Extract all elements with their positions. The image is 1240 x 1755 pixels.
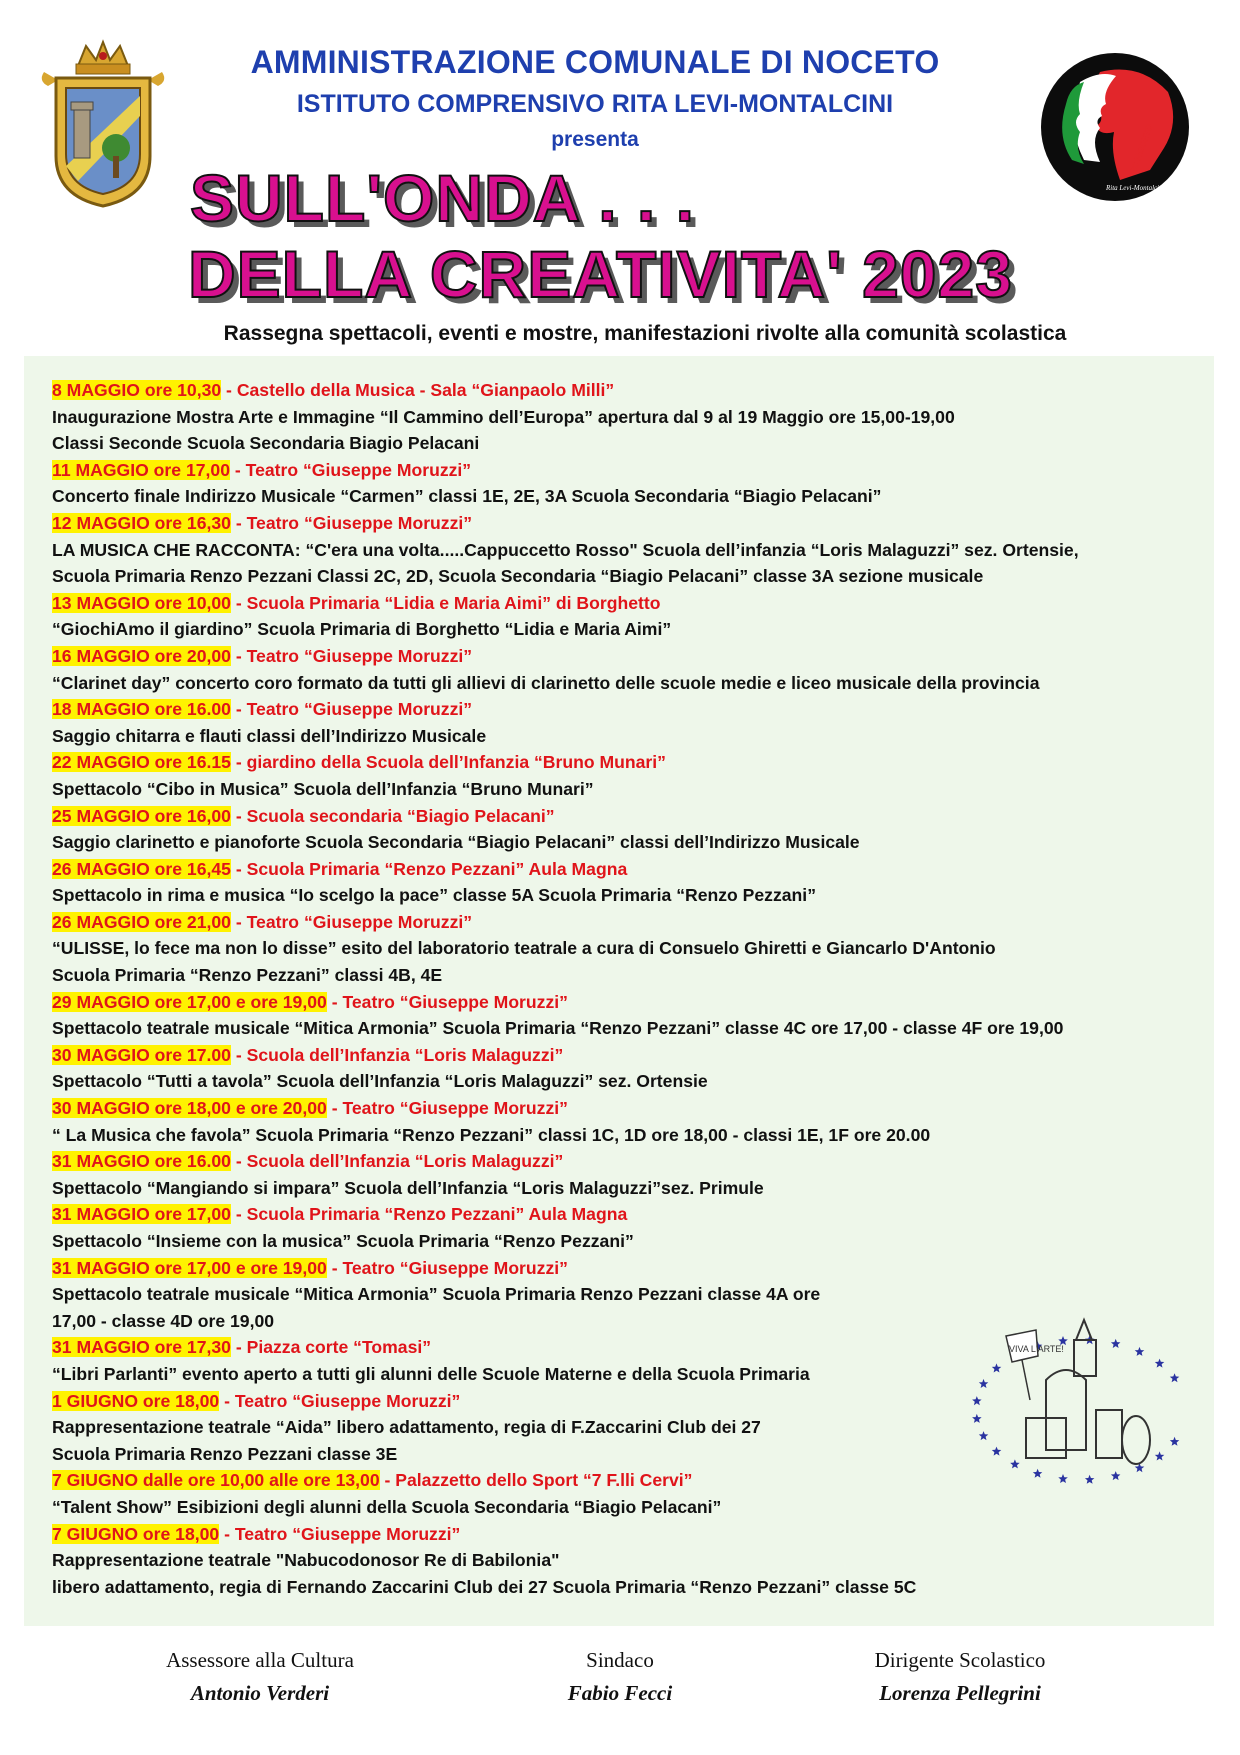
- star-icon: [1058, 1474, 1068, 1483]
- event-description: Spettacolo teatrale musicale “Mitica Armonia” Scuola Primaria “Renzo Pezzani” classe 4C ore 17,00 - classe 4F ore 19,00: [52, 1018, 1064, 1039]
- event-place: Scuola Primaria “Lidia e Maria Aimi” di Borghetto: [246, 592, 661, 613]
- star-icon: [1155, 1359, 1165, 1368]
- event-date: 29 MAGGIO ore 17,00 e ore 19,00: [52, 991, 327, 1012]
- event-place: Scuola dell’Infanzia “Loris Malaguzzi”: [246, 1044, 564, 1065]
- star-icon: [972, 1414, 982, 1423]
- title-line-2: DELLA CREATIVITA' 2023: [188, 237, 1013, 311]
- event-heading: 1 GIUGNO ore 18,00 - Teatro “Giuseppe Moruzzi”: [52, 1390, 461, 1411]
- event-date: 11 MAGGIO ore 17,00: [52, 459, 230, 480]
- event-date: 31 MAGGIO ore 17,00: [52, 1204, 231, 1225]
- signature-role: Assessore alla Cultura: [166, 1648, 354, 1672]
- event-heading: 22 MAGGIO ore 16.15 - giardino della Scuola dell’Infanzia “Bruno Munari”: [52, 752, 666, 773]
- event-date: 18 MAGGIO ore 16.00: [52, 699, 231, 720]
- event-heading: 12 MAGGIO ore 16,30 - Teatro “Giuseppe Moruzzi”: [52, 512, 473, 533]
- event-date: 7 GIUGNO dalle ore 10,00 alle ore 13,00: [52, 1470, 380, 1491]
- event-date: 8 MAGGIO ore 10,30: [52, 380, 222, 400]
- event-place: Teatro “Giuseppe Moruzzi”: [246, 512, 473, 533]
- event-description: “Libri Parlanti” evento aperto a tutti gli alunni delle Scuole Materne e della Scuola Primaria: [52, 1363, 810, 1384]
- event-date: 16 MAGGIO ore 20,00: [52, 645, 231, 666]
- signature-assessore: [80, 1648, 440, 1706]
- illustration-sign-text: VIVA L'ARTE!: [1009, 1344, 1064, 1354]
- event-heading: 11 MAGGIO ore 17,00 - Teatro “Giuseppe Moruzzi”: [52, 459, 472, 480]
- signature-dirigente: [780, 1648, 1140, 1706]
- event-description: Scuola Primaria Renzo Pezzani Classi 2C, 2D, Scuola Secondaria “Biagio Pelacani” classe 3A sezione musicale: [52, 566, 984, 587]
- star-icon: [992, 1447, 1002, 1456]
- logo-right-subtext: Rita Levi-Montalcini: [1106, 184, 1165, 192]
- event-description: Spettacolo “Cibo in Musica” Scuola dell’Infanzia “Bruno Munari”: [52, 778, 594, 799]
- event-heading: 18 MAGGIO ore 16.00 - Teatro “Giuseppe Moruzzi”: [52, 699, 473, 720]
- star-icon: [1111, 1339, 1121, 1348]
- event-place: Piazza corte “Tomasi”: [246, 1337, 432, 1358]
- header-line-2: ISTITUTO COMPRENSIVO RITA LEVI-MONTALCINI: [296, 90, 894, 118]
- star-icon: [972, 1396, 982, 1405]
- event-place: Teatro “Giuseppe Moruzzi”: [246, 645, 473, 666]
- event-description: Spettacolo “Tutti a tavola” Scuola dell’Infanzia “Loris Malaguzzi” sez. Ortensie: [52, 1071, 708, 1092]
- stars-illustration: [966, 1300, 1196, 1490]
- event-date: 31 MAGGIO ore 16.00: [52, 1151, 231, 1172]
- event-description: Rappresentazione teatrale “Aida” libero adattamento, regia di F.Zaccarini Club dei 27: [52, 1417, 761, 1438]
- event-date: 22 MAGGIO ore 16.15: [52, 752, 231, 773]
- event-description: Scuola Primaria Renzo Pezzani classe 3E: [52, 1443, 398, 1464]
- star-icon: [1155, 1451, 1165, 1460]
- event-heading: 25 MAGGIO ore 16,00 - Scuola secondaria “Biagio Pelacani”: [52, 805, 555, 826]
- event-heading: 31 MAGGIO ore 16.00 - Scuola dell’Infanzia “Loris Malaguzzi”: [52, 1151, 564, 1172]
- event-heading: 16 MAGGIO ore 20,00 - Teatro “Giuseppe Moruzzi”: [52, 645, 473, 666]
- event-place: Teatro “Giuseppe Moruzzi”: [342, 1098, 568, 1119]
- event-place: Teatro “Giuseppe Moruzzi”: [246, 911, 473, 932]
- event-heading: 30 MAGGIO ore 17.00 - Scuola dell’Infanzia “Loris Malaguzzi”: [52, 1044, 564, 1065]
- header-line-1: AMMINISTRAZIONE COMUNALE DI NOCETO: [250, 44, 940, 80]
- event-place: Scuola secondaria “Biagio Pelacani”: [246, 805, 555, 826]
- event-description: Classi Seconde Scuola Secondaria Biagio Pelacani: [52, 433, 480, 454]
- event-description: Scuola Primaria “Renzo Pezzani” classi 4B, 4E: [52, 965, 443, 986]
- star-icon: [1170, 1437, 1180, 1446]
- signature-sindaco: [440, 1648, 800, 1706]
- event-heading: 7 GIUGNO dalle ore 10,00 alle ore 13,00 - Palazzetto dello Sport “7 F.lli Cervi”: [52, 1470, 693, 1491]
- event-description: Inaugurazione Mostra Arte e Immagine “Il Cammino dell’Europa” apertura dal 9 al 19 Maggio ore 15,00-19,00: [52, 406, 955, 427]
- subtitle: Rassegna spettacoli, eventi e mostre, manifestazioni rivolte alla comunità scolastica: [223, 322, 1067, 345]
- event-description: Concerto finale Indirizzo Musicale “Carmen” classi 1E, 2E, 3A Scuola Secondaria “Biagio Pelacani”: [52, 486, 882, 507]
- event-heading: 26 MAGGIO ore 21,00 - Teatro “Giuseppe Moruzzi”: [52, 911, 473, 932]
- event-description: LA MUSICA CHE RACCONTA: “C'era una volta.....Cappuccetto Rosso" Scuola dell’infanzia “Loris Malaguzzi” sez. Ortensie,: [52, 539, 1079, 560]
- event-date: 30 MAGGIO ore 18,00 e ore 20,00: [52, 1098, 327, 1119]
- event-place: Scuola Primaria “Renzo Pezzani” Aula Magna: [246, 858, 628, 879]
- event-date: 31 MAGGIO ore 17,00 e ore 19,00: [52, 1257, 327, 1278]
- star-icon: [1135, 1347, 1145, 1356]
- event-heading: 26 MAGGIO ore 16,45 - Scuola Primaria “Renzo Pezzani” Aula Magna: [52, 858, 628, 879]
- event-date: 26 MAGGIO ore 21,00: [52, 911, 231, 932]
- event-place: Palazzetto dello Sport “7 F.lli Cervi”: [395, 1470, 693, 1491]
- event-place: Scuola dell’Infanzia “Loris Malaguzzi”: [246, 1151, 564, 1172]
- event-place: Teatro “Giuseppe Moruzzi”: [342, 1257, 568, 1278]
- signature-name: Fabio Fecci: [567, 1681, 673, 1705]
- event-heading: 30 MAGGIO ore 18,00 e ore 20,00 - Teatro “Giuseppe Moruzzi”: [52, 1098, 568, 1119]
- header-presenta: presenta: [551, 128, 639, 151]
- star-icon: [1033, 1469, 1043, 1478]
- star-icon: [1170, 1373, 1180, 1382]
- event-date: 7 GIUGNO ore 18,00: [52, 1523, 220, 1544]
- star-icon: [992, 1363, 1002, 1372]
- event-description: Saggio chitarra e flauti classi dell’Indirizzo Musicale: [52, 725, 487, 746]
- event-description: Spettacolo “Mangiando si impara” Scuola dell’Infanzia “Loris Malaguzzi”sez. Primule: [52, 1177, 764, 1198]
- event-heading: 8 MAGGIO ore 10,30 - Castello della Musica - Sala “Gianpaolo Milli”: [52, 380, 615, 400]
- event-date: 30 MAGGIO ore 17.00: [52, 1044, 231, 1065]
- event-heading: 31 MAGGIO ore 17,00 e ore 19,00 - Teatro “Giuseppe Moruzzi”: [52, 1257, 568, 1278]
- title-line-1: SULL'ONDA . . .: [190, 161, 695, 235]
- event-place: Scuola Primaria “Renzo Pezzani” Aula Magna: [246, 1204, 628, 1225]
- event-date: 13 MAGGIO ore 10,00: [52, 592, 231, 613]
- event-description: “Talent Show” Esibizioni degli alunni della Scuola Secondaria “Biagio Pelacani”: [52, 1496, 722, 1517]
- ic-noceto-logo: [1040, 52, 1190, 202]
- event-heading: 7 GIUGNO ore 18,00 - Teatro “Giuseppe Moruzzi”: [52, 1523, 461, 1544]
- event-place: Teatro “Giuseppe Moruzzi”: [234, 1523, 461, 1544]
- event-date: 31 MAGGIO ore 17,30: [52, 1337, 231, 1358]
- event-heading: 31 MAGGIO ore 17,30 - Piazza corte “Tomasi”: [52, 1337, 432, 1358]
- signature-role: Dirigente Scolastico: [874, 1648, 1046, 1672]
- event-place: Teatro “Giuseppe Moruzzi”: [245, 459, 472, 480]
- noceto-crest-logo: [38, 36, 168, 211]
- event-place: Teatro “Giuseppe Moruzzi”: [246, 699, 473, 720]
- star-icon: [1111, 1471, 1121, 1480]
- star-icon: [1085, 1475, 1095, 1484]
- event-heading: 29 MAGGIO ore 17,00 e ore 19,00 - Teatro “Giuseppe Moruzzi”: [52, 991, 568, 1012]
- event-description: Rappresentazione teatrale "Nabucodonosor Re di Babilonia": [52, 1550, 560, 1571]
- event-description: 17,00 - classe 4D ore 19,00: [52, 1310, 275, 1331]
- event-heading: 31 MAGGIO ore 17,00 - Scuola Primaria “Renzo Pezzani” Aula Magna: [52, 1204, 628, 1225]
- event-date: 12 MAGGIO ore 16,30: [52, 512, 231, 533]
- star-icon: [979, 1379, 989, 1388]
- event-description: Spettacolo “Insieme con la musica” Scuola Primaria “Renzo Pezzani”: [52, 1231, 634, 1251]
- event-description: Spettacolo teatrale musicale “Mitica Armonia” Scuola Primaria Renzo Pezzani classe 4A ore: [52, 1284, 821, 1305]
- event-date: 25 MAGGIO ore 16,00: [52, 805, 231, 826]
- event-description: “ La Musica che favola” Scuola Primaria “Renzo Pezzani” classi 1C, 1D ore 18,00 - classi 1E, 1F ore 20.00: [52, 1124, 931, 1145]
- event-date: 26 MAGGIO ore 16,45: [52, 858, 231, 879]
- event-place: Teatro “Giuseppe Moruzzi”: [234, 1390, 461, 1411]
- star-icon: [979, 1431, 989, 1440]
- star-icon: [1010, 1459, 1020, 1468]
- signature-name: Antonio Verderi: [190, 1681, 330, 1705]
- event-description: “GiochiAmo il giardino” Scuola Primaria di Borghetto “Lidia e Maria Aimi”: [52, 619, 672, 640]
- signature-name: Lorenza Pellegrini: [879, 1681, 1041, 1705]
- event-place: Castello della Musica - Sala “Gianpaolo Milli”: [236, 380, 615, 400]
- event-description: “ULISSE, lo fece ma non lo disse” esito del laboratorio teatrale a cura di Consuelo Ghiretti e Giancarlo D'Antonio: [52, 938, 996, 959]
- event-description: Spettacolo in rima e musica “Io scelgo la pace” classe 5A Scuola Primaria “Renzo Pezzani”: [52, 885, 816, 906]
- event-date: 1 GIUGNO ore 18,00: [52, 1390, 220, 1411]
- event-description: libero adattamento, regia di Fernando Zaccarini Club dei 27 Scuola Primaria “Renzo Pezzani” classe 5C: [52, 1576, 917, 1597]
- event-place: giardino della Scuola dell’Infanzia “Bruno Munari”: [246, 752, 666, 773]
- signature-role: Sindaco: [586, 1648, 654, 1672]
- event-description: “Clarinet day” concerto coro formato da tutti gli allievi di clarinetto delle scuole medie e liceo musicale della provincia: [52, 672, 1040, 693]
- event-description: Saggio clarinetto e pianoforte Scuola Secondaria “Biagio Pelacani” classi dell’Indirizzo Musicale: [52, 832, 860, 853]
- event-place: Teatro “Giuseppe Moruzzi”: [342, 991, 568, 1012]
- logo-right-text: IC NOCETO: [1128, 122, 1155, 173]
- event-heading: 13 MAGGIO ore 10,00 - Scuola Primaria “Lidia e Maria Aimi” di Borghetto: [52, 592, 661, 613]
